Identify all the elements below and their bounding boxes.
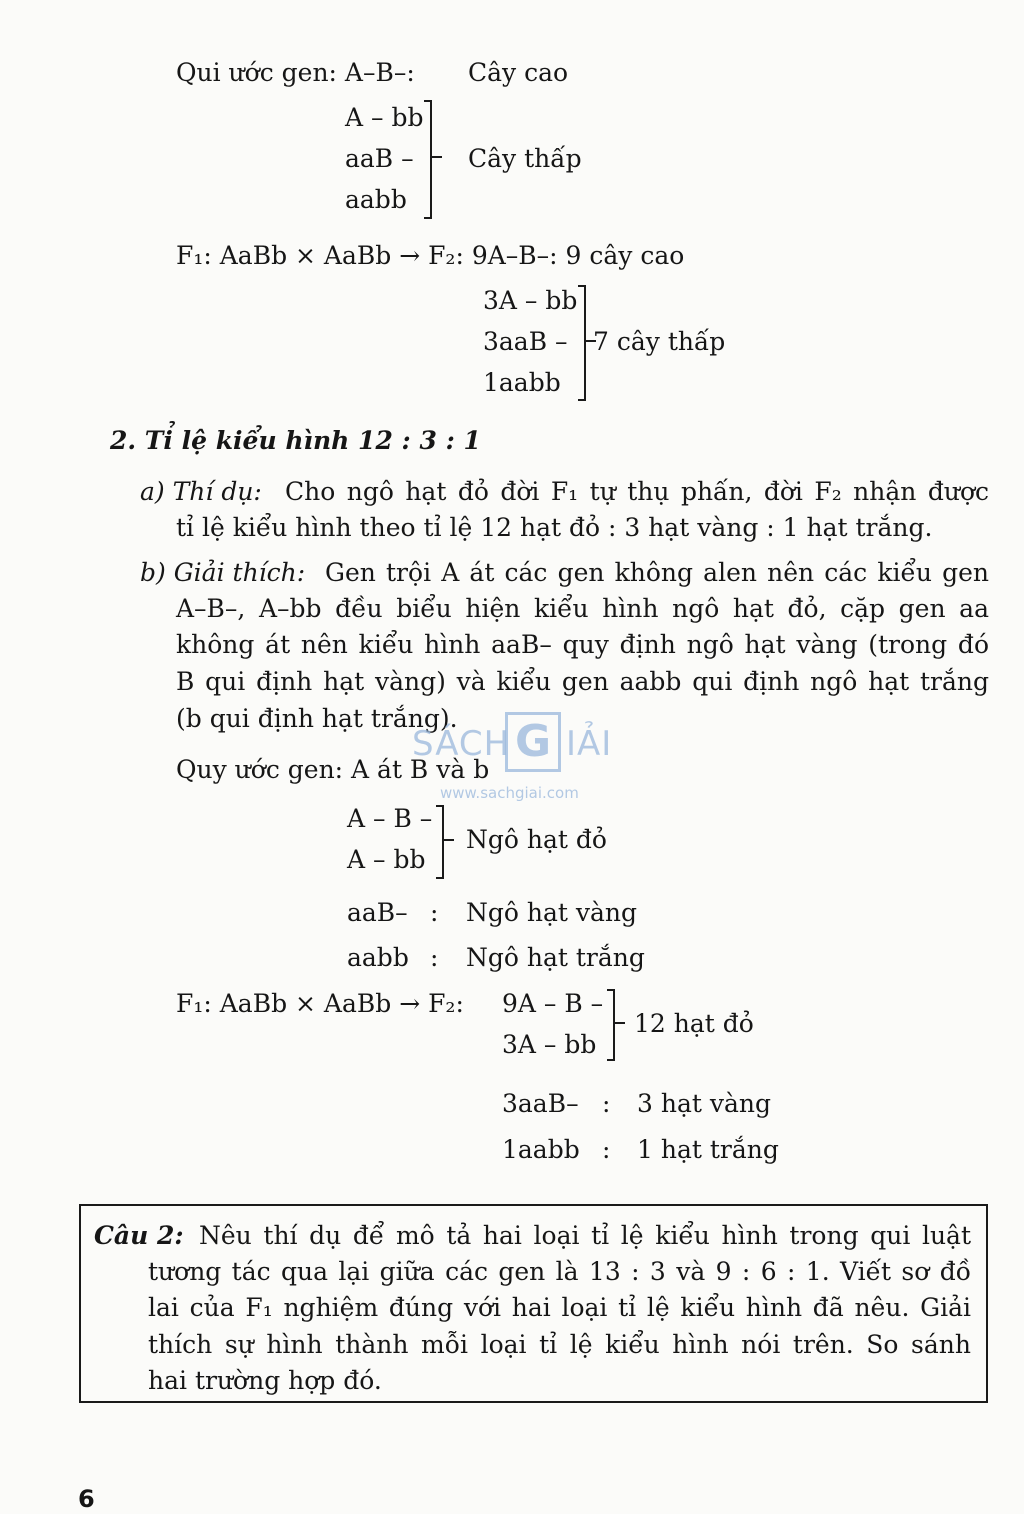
brace-tip <box>613 1022 625 1024</box>
question-line-2: tương tác qua lại giữa các gen là 13 : 3 và 9 : 6 : 1. Viết sơ đồ <box>148 1257 971 1286</box>
f2-genotype-3aab: 3aaB – <box>483 327 568 356</box>
colon: : <box>430 943 439 972</box>
explanation-label: b) Giải thích: <box>140 558 306 587</box>
colon: : <box>430 898 439 927</box>
f2-genotype-1aabb-2: 1aabb <box>502 1135 580 1164</box>
section-heading: 2. Tỉ lệ kiểu hình 12 : 3 : 1 <box>110 426 481 455</box>
genotype-aabb-2: aabb <box>347 943 409 972</box>
cross-formula-2: F₁: AaBb × AaBb → F₂: <box>176 989 464 1018</box>
f2-yellow-seed-label: 3 hạt vàng <box>637 1089 771 1118</box>
brace-red <box>436 805 444 879</box>
genotype-a-b: A – B – <box>347 804 433 833</box>
explanation-line-2: A–B–, A–bb đều biểu hiện kiểu hình ngô hạt đỏ, cặp gen aa <box>176 594 989 623</box>
genotype-aabb: aabb <box>345 185 407 214</box>
example-line-1: Cho ngô hạt đỏ đời F₁ tự thụ phấn, đời F₂ nhận được <box>285 477 989 506</box>
example-label: a) Thí dụ: <box>140 477 262 506</box>
watermark-brand-left: SÁCH <box>412 724 511 764</box>
red-seed-label: Ngô hạt đỏ <box>466 825 607 854</box>
f2-genotype-3a-bb-2: 3A – bb <box>502 1030 597 1059</box>
example-line-2: tỉ lệ kiểu hình theo tỉ lệ 12 hạt đỏ : 3 hạt vàng : 1 hạt trắng. <box>176 513 933 542</box>
gene-convention-label: Qui ước gen: A–B–: <box>176 58 415 87</box>
f2-short-plant-label: 7 cây thấp <box>593 327 726 356</box>
genotype-a-bb-2: A – bb <box>347 845 426 874</box>
question-line-3: lai của F₁ nghiệm đúng với hai loại tỉ lệ kiểu hình đã nêu. Giải <box>148 1293 971 1322</box>
f2-genotype-1aabb: 1aabb <box>483 368 561 397</box>
page-number: 6 <box>78 1485 95 1513</box>
watermark-url: www.sachgiai.com <box>440 784 579 802</box>
question-line-5: hai trường hợp đó. <box>148 1366 382 1395</box>
brace-f2-short <box>578 285 586 401</box>
white-seed-label: Ngô hạt trắng <box>466 943 645 972</box>
explanation-line-3: không át nên kiểu hình aaB– quy định ngô hạt vàng (trong đó <box>176 630 989 659</box>
genotype-a-bb: A – bb <box>345 103 424 132</box>
genotype-aab: aaB – <box>345 144 414 173</box>
yellow-seed-label: Ngô hạt vàng <box>466 898 638 927</box>
f2-white-seed-label: 1 hạt trắng <box>637 1135 779 1164</box>
brace-short-plants <box>424 100 432 219</box>
explanation-line-4: B qui định hạt vàng) và kiểu gen aabb qui định ngô hạt trắng <box>176 667 989 696</box>
brace-tip <box>442 839 454 841</box>
colon: : <box>602 1089 611 1118</box>
explanation-line-1: Gen trội A át các gen không alen nên các kiểu gen <box>325 558 989 587</box>
brace-f2-red <box>607 989 615 1061</box>
watermark-logo: G <box>505 712 561 772</box>
question-label: Câu 2: <box>94 1221 184 1250</box>
brace-tip <box>430 156 442 158</box>
explanation-line-5: (b qui định hạt trắng). <box>176 704 458 733</box>
f2-genotype-9a-b: 9A – B – <box>502 989 604 1018</box>
genotype-aab-2: aaB– <box>347 898 408 927</box>
f2-genotype-3a-bb: 3A – bb <box>483 286 578 315</box>
question-line-4: thích sự hình thành mỗi loại tỉ lệ kiểu hình nói trên. So sánh <box>148 1330 971 1359</box>
question-line-1: Nêu thí dụ để mô tả hai loại tỉ lệ kiểu hình trong qui luật <box>199 1221 971 1250</box>
tall-plant-label: Cây cao <box>468 58 569 87</box>
f2-genotype-3aab-2: 3aaB– <box>502 1089 579 1118</box>
question-box <box>79 1204 988 1403</box>
short-plant-label: Cây thấp <box>468 144 582 173</box>
colon: : <box>602 1135 611 1164</box>
gene-convention-2-label: Quy ước gen: A át B và b <box>176 755 490 784</box>
cross-formula: F₁: AaBb × AaBb → F₂: 9A–B–: 9 cây cao <box>176 241 685 270</box>
watermark-brand-right: IẢI <box>566 724 613 764</box>
f2-red-seed-label: 12 hạt đỏ <box>634 1009 754 1038</box>
